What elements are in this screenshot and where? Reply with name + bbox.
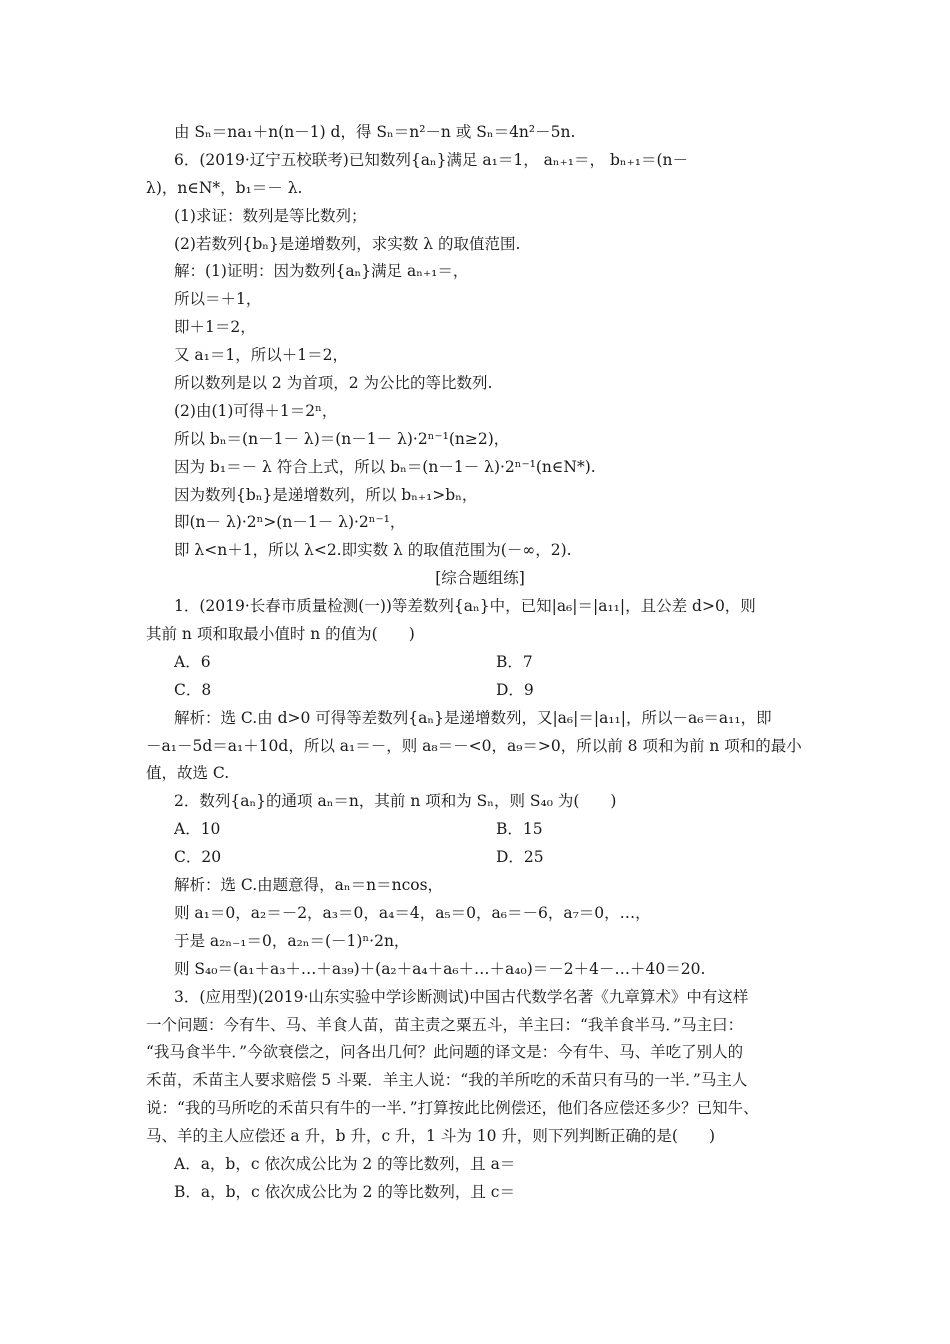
text-line: 禾苗，禾苗主人要求赔偿 5 斗粟．羊主人说：“我的羊所吃的禾苗只有马的一半．”马主人 <box>146 1071 748 1090</box>
option-right: D．9 <box>496 680 534 699</box>
option-right: D．25 <box>496 848 544 867</box>
text-line: 所以 bₙ＝(n－1－ λ)＝(n－1－ λ)·2ⁿ⁻¹(n≥2)， <box>174 429 510 448</box>
text-line: “我马食半牛．”今欲衰偿之，问各出几何？此问题的译文是：今有牛、马、羊吃了别人的 <box>146 1043 744 1062</box>
text-line: 一个问题：今有牛、马、羊食人苗，苗主责之粟五斗，羊主曰：“我羊食半马．”马主曰： <box>146 1015 744 1034</box>
text-line: 3．(应用型)(2019·山东实验中学诊断测试)中国古代数学名著《九章算术》中有这样 <box>174 987 749 1006</box>
option-row <box>146 649 814 677</box>
text-line: (2)由(1)可得＋1＝2ⁿ， <box>174 401 338 420</box>
text-line: 解析：选 C.由题意得，aₙ＝n＝ncos， <box>174 876 444 895</box>
text-line: 值，故选 C. <box>146 764 230 783</box>
option-left: C．20 <box>174 848 222 867</box>
option-row <box>146 844 814 872</box>
text-line: 1．(2019·长春市质量检测(一))等差数列{aₙ}中，已知|a₆|＝|a₁₁|，且公差 d>0，则 <box>174 597 756 616</box>
option-right: B．7 <box>496 652 533 671</box>
text-line: λ)，n∈N*，b₁＝－ λ. <box>146 178 303 197</box>
text-line: 由 Sₙ＝na₁＋n(n－1) d，得 Sₙ＝n²－n 或 Sₙ＝4n²－5n. <box>174 123 576 141</box>
text-line: 说：“我的马所吃的禾苗只有牛的一半．”打算按此比例偿还，他们各应偿还多少？已知牛、 <box>146 1099 759 1118</box>
text-line: 6．(2019·辽宁五校联考)已知数列{aₙ}满足 a₁＝1， aₙ₊₁＝， bₙ₊₁＝(n－ <box>174 150 688 169</box>
text-line: 则 S₄₀＝(a₁＋a₃＋…＋a₃₉)＋(a₂＋a₄＋a₆＋…＋a₄₀)＝－2＋4－…＋40＝20. <box>174 959 706 978</box>
option-right: B．15 <box>496 820 543 839</box>
text-line: (1)求证：数列是等比数列； <box>174 206 367 225</box>
option-left: C．8 <box>174 680 212 699</box>
option-row <box>146 677 814 705</box>
text-line: 解：(1)证明：因为数列{aₙ}满足 aₙ₊₁＝， <box>174 262 469 281</box>
text-line: 即＋1＝2， <box>174 318 256 337</box>
text-line: 即 λ<n＋1，所以 λ<2.即实数 λ 的取值范围为(－∞，2). <box>174 541 572 560</box>
text-line: 于是 a₂ₙ₋₁＝0，a₂ₙ＝(－1)ⁿ·2n， <box>174 931 410 950</box>
option-row <box>146 816 814 844</box>
section-heading: [综合题组练] <box>435 569 525 588</box>
document-body <box>146 119 814 1207</box>
text-line: B．a，b，c 依次成公比为 2 的等比数列，且 c＝ <box>174 1182 515 1201</box>
text-line: 所以＝＋1， <box>174 290 262 309</box>
text-line: 解析：选 C.由 d>0 可得等差数列{aₙ}是递增数列，又|a₆|＝|a₁₁|，所以－a₆＝a₁₁，即 <box>174 708 772 727</box>
text-line: 又 a₁＝1，所以＋1＝2， <box>174 346 348 365</box>
text-line: 2．数列{aₙ}的通项 aₙ＝n，其前 n 项和为 Sₙ，则 S₄₀ 为( ) <box>174 792 617 811</box>
text-line: 即(n－ λ)·2ⁿ>(n－1－ λ)·2ⁿ⁻¹， <box>174 513 406 532</box>
text-line: 其前 n 项和取最小值时 n 的值为( ) <box>146 625 415 644</box>
text-line: 马、羊的主人应偿还 a 升，b 升，c 升，1 斗为 10 升，则下列判断正确的是( ) <box>146 1127 716 1146</box>
text-line: 因为数列{bₙ}是递增数列，所以 bₙ₊₁>bₙ， <box>174 485 478 504</box>
text-line: A．a，b，c 依次成公比为 2 的等比数列，且 a＝ <box>174 1154 516 1173</box>
text-line: －a₁－5d＝a₁＋10d，所以 a₁＝－，则 a₈＝－<0，a₉＝>0，所以前 8 项和为前 n 项和的最小 <box>146 736 802 755</box>
option-left: A．6 <box>174 652 211 671</box>
text-line: 则 a₁＝0，a₂＝－2，a₃＝0，a₄＝4，a₅＝0，a₆＝－6，a₇＝0，…， <box>174 903 651 922</box>
option-left: A．10 <box>174 820 221 839</box>
text-line: (2)若数列{bₙ}是递增数列，求实数 λ 的取值范围. <box>174 234 521 253</box>
text-line: 所以数列是以 2 为首项，2 为公比的等比数列. <box>174 374 493 393</box>
text-line: 因为 b₁＝－ λ 符合上式，所以 bₙ＝(n－1－ λ)·2ⁿ⁻¹(n∈N*). <box>174 457 596 476</box>
